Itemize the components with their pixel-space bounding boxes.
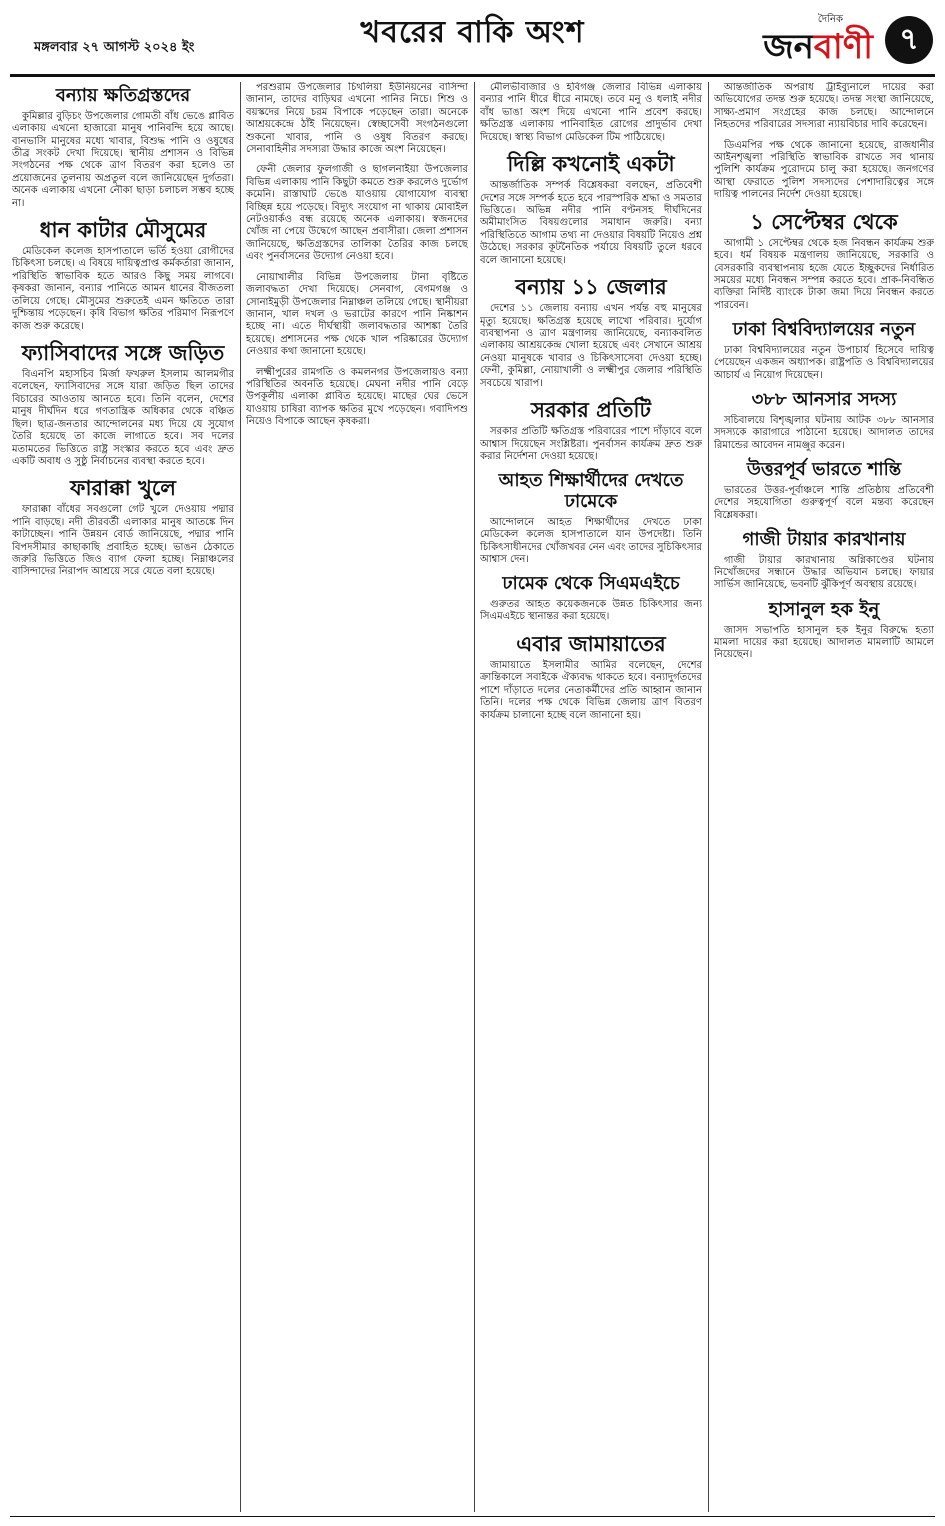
masthead xyxy=(0,0,945,76)
story-body: ফারাক্কা বাঁধের সবগুলো গেট খুলে দেওয়ায় পদ্মার পানি বাড়ছে। নদী তীরবর্তী এলাকার মানুষ আতঙ্কে দিন কাটাচ্ছেন। পানি উন্নয়ন বোর্ড জানিয়েছে, পদ্মার পানি বিপদসীমার কাছাকাছি প্রবাহিত হচ্ছে। ভাঙন ঠেকাতে জরুরি ভিত্তিতে জিও ব্যাগ ফেলা হচ্ছে। নিম্নাঞ্চলের বাসিন্দাদের নিরাপদ আশ্রয়ে সরে যেতে বলা হয়েছে। xyxy=(12,504,234,578)
news-story xyxy=(12,86,234,210)
column-1 xyxy=(12,82,234,1512)
story-body: মেডিকেল কলেজ হাসপাতালে ভর্তি হওয়া রোগীদের চিকিৎসা চলছে। এ বিষয়ে দায়িত্বপ্রাপ্ত কর্মকর্তারা জানান, পরিস্থিতি স্বাভাবিক হতে আরও কিছু সময় লাগবে। কৃষকরা জানান, বন্যার পানিতে আমন ধানের বীজতলা তলিয়ে গেছে। মৌসুমের শুরুতেই এমন ক্ষতিতে তারা দুশ্চিন্তায় পড়েছেন। কৃষি বিভাগ ক্ষতির পরিমাণ নিরূপণে কাজ শুরু করেছে। xyxy=(12,246,234,332)
story-headline: দিল্লি কখনোই একটা xyxy=(507,152,675,177)
story-body: গাজী টায়ার কারখানায় অগ্নিকাণ্ডের ঘটনায় নিখোঁজদের সন্ধানে উদ্ধার অভিযান চলছে। ফায়ার সার্ভিস জানিয়েছে, ভবনটি ঝুঁকিপূর্ণ অবস্থায় রয়েছে। xyxy=(714,554,934,591)
news-story xyxy=(246,82,468,156)
news-story xyxy=(480,82,702,144)
story-body: আন্তর্জাতিক সম্পর্ক বিশ্লেষকরা বলছেন, প্রতিবেশী দেশের সঙ্গে সম্পর্ক হতে হবে পারস্পরিক শ্রদ্ধা ও সমতার ভিত্তিতে। অভিন্ন নদীর পানি বণ্টনসহ দীর্ঘদিনের অমীমাংসিত বিষয়গুলোর সমাধান জরুরি। বন্যা পরিস্থিতিতে আগাম তথ্য না দেওয়ার বিষয়টি নিয়েও প্রশ্ন উঠেছে। সরকার কূটনৈতিক পর্যায়ে বিষয়টি তুলে ধরবে বলে জানানো হয়েছে। xyxy=(480,180,702,266)
news-story xyxy=(246,164,468,263)
story-body: আগামী ১ সেপ্টেম্বর থেকে হজ নিবন্ধন কার্যক্রম শুরু হবে। ধর্ম বিষয়ক মন্ত্রণালয় জানিয়েছে, সরকারি ও বেসরকারি ব্যবস্থাপনায় হজে যেতে ইচ্ছুকদের নির্ধারিত সময়ের মধ্যে নিবন্ধন সম্পন্ন করতে হবে। প্রাক-নিবন্ধিত ব্যক্তিরা নির্দিষ্ট ব্যাংকে টাকা জমা দিয়ে নিবন্ধন করতে পারবেন। xyxy=(714,237,934,311)
news-story xyxy=(12,476,234,579)
news-story xyxy=(714,82,934,132)
story-body: আন্দোলনে আহত শিক্ষার্থীদের দেখতে ঢাকা মেডিকেল কলেজ হাসপাতালে যান উপদেষ্টা। তিনি চিকিৎসাধীনদের খোঁজখবর নেন এবং তাদের সুচিকিৎসার আশ্বাস দেন। xyxy=(480,516,702,565)
news-story xyxy=(480,398,702,463)
section-title: খবরের বাকি অংশ xyxy=(360,15,585,50)
story-body: ঢাকা বিশ্ববিদ্যালয়ের নতুন উপাচার্য হিসেবে দায়িত্ব পেয়েছেন একজন অধ্যাপক। রাষ্ট্রপতি ও বিশ্ববিদ্যালয়ের আচার্য এ নিয়োগ দিয়েছেন। xyxy=(714,344,934,381)
story-headline: ফারাক্কা খুলে xyxy=(70,476,176,501)
story-headline: সরকার প্রতিটি xyxy=(531,398,651,422)
news-story xyxy=(714,390,934,452)
story-body: পরশুরাম উপজেলার চিথলিয়া ইউনিয়নের বাসিন্দা জানান, তাদের বাড়িঘর এখনো পানির নিচে। শিশু ও বয়স্কদের নিয়ে চরম বিপাকে পড়েছেন তারা। অনেকে আশ্রয়কেন্দ্রে ঠাঁই নিয়েছেন। স্বেচ্ছাসেবী সংগঠনগুলো শুকনো খাবার, পানি ও ওষুধ বিতরণ করছে। সেনাবাহিনীর সদস্যরা উদ্ধার কাজে অংশ নিয়েছেন। xyxy=(246,82,468,156)
newspaper-logo xyxy=(763,12,873,65)
story-headline: এবার জামায়াতের xyxy=(516,631,666,656)
story-headline: ঢামেক থেকে সিএমএইচে xyxy=(502,573,680,595)
news-story xyxy=(714,320,934,382)
column-3 xyxy=(480,82,702,1512)
story-headline: হাসানুল হক ইনু xyxy=(768,598,880,620)
logo-daily: দৈনিক xyxy=(817,14,843,25)
news-story xyxy=(714,600,934,662)
news-story xyxy=(12,341,234,468)
column-4 xyxy=(714,82,934,1512)
footer-rule xyxy=(10,1516,935,1517)
story-headline: উত্তরপূর্ব ভারতে শান্তি xyxy=(746,459,902,481)
story-body: লক্ষ্মীপুরের রামগতি ও কমলনগর উপজেলায়ও বন্যা পরিস্থিতির অবনতি হয়েছে। মেঘনা নদীর পানি বেড়ে উপকূলীয় এলাকা প্লাবিত হয়েছে। মাছের ঘের ভেসে যাওয়ায় চাষিরা ব্যাপক ক্ষতির মুখে পড়েছেন। গবাদিপশু নিয়েও বিপাকে আছেন কৃষকরা। xyxy=(246,366,468,428)
news-story xyxy=(480,574,702,624)
story-headline: বন্যায় ক্ষতিগ্রস্তদের xyxy=(55,85,191,106)
story-body: আন্তর্জাতিক অপরাধ ট্রাইব্যুনালে দায়ের করা অভিযোগের তদন্ত শুরু হয়েছে। তদন্ত সংস্থা জানিয়েছে, সাক্ষ্য-প্রমাণ সংগ্রহের কাজ চলছে। আন্দোলনে নিহতদের পরিবারের সদস্যরা ন্যায়বিচার দাবি করেছেন। xyxy=(714,82,934,131)
story-body: ভারতের উত্তর-পূর্বাঞ্চলে শান্তি প্রতিষ্ঠায় প্রতিবেশী দেশের সহযোগিতা গুরুত্বপূর্ণ বলে মন্তব্য করেছেন বিশ্লেষকরা। xyxy=(714,484,934,521)
news-story xyxy=(480,275,702,390)
story-body: দেশের ১১ জেলায় বন্যায় এখন পর্যন্ত বহু মানুষের মৃত্যু হয়েছে। ক্ষতিগ্রস্ত হয়েছে লাখো পরিবার। দুর্যোগ ব্যবস্থাপনা ও ত্রাণ মন্ত্রণালয় জানিয়েছে, বন্যাকবলিত এলাকায় আশ্রয়কেন্দ্র খোলা হয়েছে এবং সেখানে আশ্রয় নেওয়া মানুষকে খাবার ও চিকিৎসাসেবা দেওয়া হচ্ছে। ফেনী, কুমিল্লা, নোয়াখালী ও লক্ষ্মীপুর জেলার পরিস্থিতি সবচেয়ে খারাপ। xyxy=(480,303,702,389)
issue-date: মঙ্গলবার ২৭ আগস্ট ২০২৪ ইং xyxy=(34,40,195,55)
story-body: গুরুতর আহত কয়েকজনকে উন্নত চিকিৎসার জন্য সিএমএইচে স্থানান্তর করা হয়েছে। xyxy=(480,599,702,623)
story-body: বিএনপি মহাসচিব মির্জা ফখরুল ইসলাম আলমগীর বলেছেন, ফ্যাসিবাদের সঙ্গে যারা জড়িত ছিল তাদের বিচারের আওতায় আনতে হবে। তিনি বলেন, দেশের মানুষ দীর্ঘদিন ধরে গণতান্ত্রিক অধিকার থেকে বঞ্চিত ছিল। ছাত্র-জনতার আন্দোলনের মধ্য দিয়ে যে সুযোগ তৈরি হয়েছে তা কাজে লাগাতে হবে। সব দলের মতামতের ভিত্তিতে রাষ্ট্র সংস্কার করতে হবে এবং দ্রুত একটি অবাধ ও সুষ্ঠু নির্বাচনের ব্যবস্থা করতে হবে। xyxy=(12,369,234,467)
news-story xyxy=(480,471,702,566)
news-story xyxy=(12,218,234,333)
story-body: জামায়াতে ইসলামীর আমির বলেছেন, দেশের ক্রান্তিকালে সবাইকে ঐক্যবদ্ধ থাকতে হবে। বন্যাদুর্গতদের পাশে দাঁড়াতে দলের নেতাকর্মীদের প্রতি আহ্বান জানান তিনি। দলের পক্ষ থেকে বিভিন্ন জেলায় ত্রাণ বিতরণ কার্যক্রম চালানো হচ্ছে বলে জানানো হয়। xyxy=(480,660,702,721)
column-2 xyxy=(246,82,468,1512)
story-body: নোয়াখালীর বিভিন্ন উপজেলায় টানা বৃষ্টিতে জলাবদ্ধতা দেখা দিয়েছে। সেনবাগ, বেগমগঞ্জ ও সোনাইমুড়ী উপজেলার নিম্নাঞ্চল তলিয়ে গেছে। স্থানীয়রা জানান, খাল দখল ও ভরাটের কারণে পানি নিষ্কাশন হচ্ছে না। এতে দীর্ঘস্থায়ী জলাবদ্ধতার আশঙ্কা তৈরি হয়েছে। প্রশাসনের পক্ষ থেকে খাল পরিষ্কারের উদ্যোগ নেওয়ার কথা জানানো হয়েছে। xyxy=(246,271,468,358)
story-body: সরকার প্রতিটি ক্ষতিগ্রস্ত পরিবারের পাশে দাঁড়াবে বলে আশ্বাস দিয়েছেন সংশ্লিষ্টরা। পুনর্বাসন কার্যক্রম দ্রুত শুরু করার নির্দেশনা দেওয়া হয়েছে। xyxy=(480,426,702,462)
story-headline: আহত শিক্ষার্থীদের দেখতে ঢামেকে xyxy=(498,470,684,513)
story-body: কুমিল্লার বুড়িচং উপজেলার গোমতী বাঁধ ভেঙে প্লাবিত এলাকায় এখনো হাজারো মানুষ পানিবন্দি হয়ে আছে। বানভাসি মানুষের মধ্যে খাবার, বিশুদ্ধ পানি ও ওষুধের তীব্র সংকট দেখা দিয়েছে। স্থানীয় প্রশাসন ও বিভিন্ন সংগঠনের পক্ষ থেকে ত্রাণ বিতরণ করা হলেও তা প্রয়োজনের তুলনায় অপ্রতুল বলে জানিয়েছেন দুর্গতরা। অনেক এলাকায় এখনো নৌকা ছাড়া চলাচল সম্ভব হচ্ছে না। xyxy=(12,110,234,209)
story-body: ফেনী জেলার ফুলগাজী ও ছাগলনাইয়া উপজেলার বিভিন্ন এলাকায় পানি কিছুটা কমতে শুরু করলেও দুর্ভোগ কমেনি। রাস্তাঘাট ভেঙে যাওয়ায় যোগাযোগ ব্যবস্থা বিচ্ছিন্ন হয়ে পড়েছে। বিদ্যুৎ সংযোগ না থাকায় মোবাইল নেটওয়ার্কও বন্ধ রয়েছে অনেক এলাকায়। স্বজনদের খোঁজ না পেয়ে উদ্বেগে আছেন প্রবাসীরা। জেলা প্রশাসন জানিয়েছে, ক্ষতিগ্রস্তদের তালিকা তৈরির কাজ চলছে এবং পুনর্বাসনের উদ্যোগ নেওয়া হবে। xyxy=(246,164,468,263)
story-body: জাসদ সভাপতি হাসানুল হক ইনুর বিরুদ্ধে হত্যা মামলা দায়ের করা হয়েছে। আদালত মামলাটি আমলে নিয়েছেন। xyxy=(714,624,934,661)
story-headline: ১ সেপ্টেম্বর থেকে xyxy=(750,209,898,234)
logo-name-part-1: জন xyxy=(763,27,814,67)
logo-name xyxy=(763,27,873,67)
story-body: সচিবালয়ে বিশৃঙ্খলার ঘটনায় আটক ৩৮৮ আনসার সদস্যকে কারাগারে পাঠানো হয়েছে। আদালত তাদের রিমান্ডের আবেদন নামঞ্জুর করেন। xyxy=(714,414,934,451)
column-divider xyxy=(474,82,475,1512)
news-story xyxy=(714,460,934,522)
column-divider xyxy=(240,82,241,1512)
news-story xyxy=(480,632,702,722)
story-body: মৌলভীবাজার ও হবিগঞ্জ জেলার বিভিন্ন এলাকায় বন্যার পানি ধীরে ধীরে নামছে। তবে মনু ও ধলাই নদীর বাঁধ ভাঙা অংশ দিয়ে এখনো পানি প্রবেশ করছে। ক্ষতিগ্রস্ত এলাকায় পানিবাহিত রোগের প্রাদুর্ভাব দেখা দিয়েছে। স্বাস্থ্য বিভাগ মেডিকেল টিম পাঠিয়েছে। xyxy=(480,82,702,143)
column-divider xyxy=(708,82,709,1512)
story-headline: ফ্যাসিবাদের সঙ্গে জড়িত xyxy=(21,340,225,365)
news-story xyxy=(714,530,934,592)
news-story xyxy=(480,152,702,267)
logo-name-part-2: বাণী xyxy=(813,27,873,67)
page-number: ৭ xyxy=(885,16,933,64)
story-headline: ৩৮৮ আনসার সদস্য xyxy=(751,389,897,411)
story-headline: ঢাকা বিশ্ববিদ্যালয়ের নতুন xyxy=(732,319,916,341)
story-body: ডিএমপির পক্ষ থেকে জানানো হয়েছে, রাজধানীর আইনশৃঙ্খলা পরিস্থিতি স্বাভাবিক রাখতে সব থানায় পুলিশি কার্যক্রম পুরোদমে চালু করা হয়েছে। জনগণের আস্থা ফেরাতে পুলিশ সদস্যদের পেশাদারিত্বের সঙ্গে দায়িত্ব পালনের নির্দেশ দেওয়া হয়েছে। xyxy=(714,139,934,201)
news-story xyxy=(714,140,934,202)
news-story xyxy=(246,367,468,429)
story-headline: ধান কাটার মৌসুমের xyxy=(39,217,207,242)
story-headline: বন্যায় ১১ জেলার xyxy=(515,275,667,300)
story-headline: গাজী টায়ার কারখানায় xyxy=(742,528,906,550)
news-story xyxy=(714,210,934,313)
header-rule xyxy=(10,74,935,77)
news-story xyxy=(246,272,468,359)
